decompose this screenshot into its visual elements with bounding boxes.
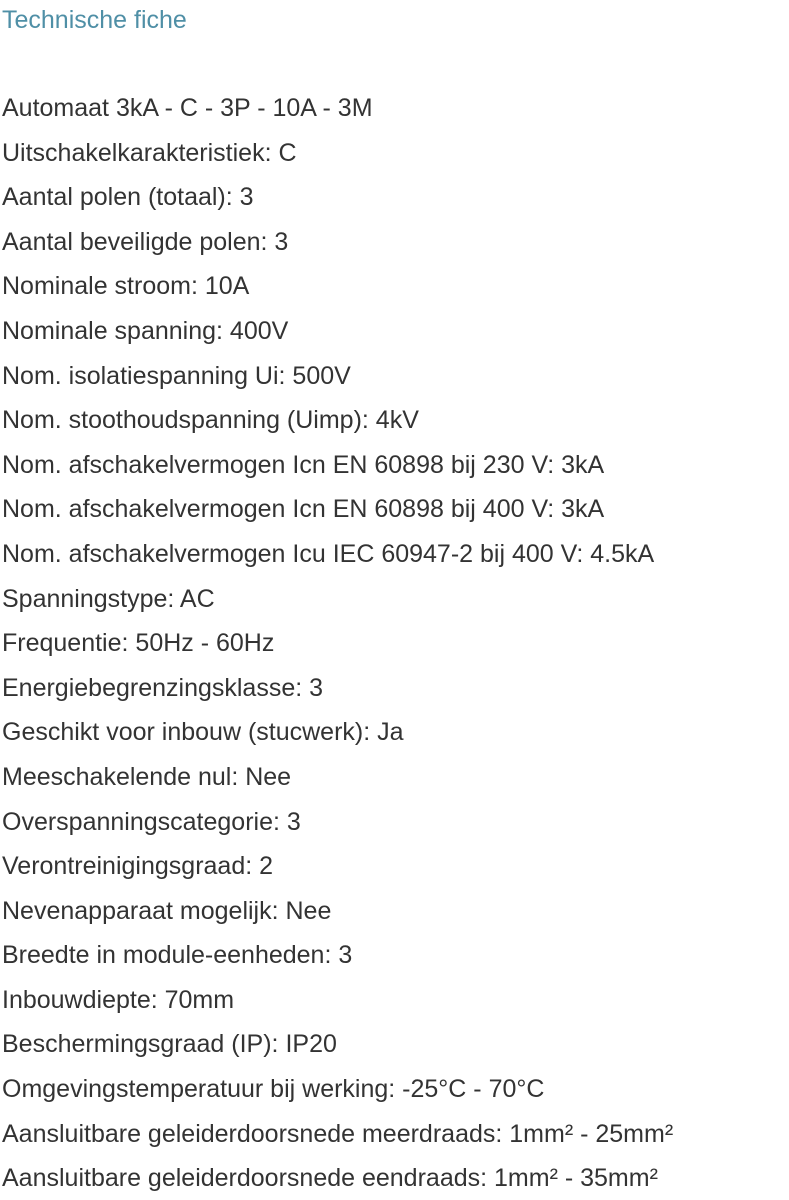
spec-list	[2, 88, 673, 1200]
spec-line: Nom. afschakelvermogen Icu IEC 60947-2 bij 400 V: 4.5kA	[2, 539, 655, 568]
spec-line: Uitschakelkarakteristiek: C	[2, 138, 297, 167]
spec-line: Aansluitbare geleiderdoorsnede eendraads: 1mm² - 35mm²	[2, 1164, 658, 1193]
spec-line: Nominale stroom: 10A	[2, 272, 250, 301]
spec-line: Aantal beveiligde polen: 3	[2, 227, 289, 256]
spec-line: Aansluitbare geleiderdoorsnede meerdraads: 1mm² - 25mm²	[2, 1119, 674, 1148]
spec-line: Beschermingsgraad (IP): IP20	[2, 1030, 337, 1059]
spec-line: Nom. afschakelvermogen Icn EN 60898 bij 400 V: 3kA	[2, 495, 605, 524]
spec-line: Breedte in module-eenheden: 3	[2, 941, 353, 970]
spec-line: Nominale spanning: 400V	[2, 316, 289, 345]
spec-line: Frequentie: 50Hz - 60Hz	[2, 629, 275, 658]
spec-line: Nevenapparaat mogelijk: Nee	[2, 896, 332, 925]
spec-line: Nom. stoothoudspanning (Uimp): 4kV	[2, 406, 419, 435]
spec-line: Spanningstype: AC	[2, 584, 215, 613]
spec-line: Nom. isolatiespanning Ui: 500V	[2, 361, 351, 390]
spec-line: Meeschakelende nul: Nee	[2, 762, 292, 791]
spec-line: Geschikt voor inbouw (stucwerk): Ja	[2, 718, 404, 747]
spec-line: Automaat 3kA - C - 3P - 10A - 3M	[2, 94, 373, 122]
spec-line: Inbouwdiepte: 70mm	[2, 985, 235, 1014]
spec-line: Nom. afschakelvermogen Icn EN 60898 bij 230 V: 3kA	[2, 450, 605, 479]
page-title: Technische fiche	[2, 6, 187, 34]
spec-line: Energiebegrenzingsklasse: 3	[2, 673, 324, 702]
spec-line: Overspanningscategorie: 3	[2, 807, 301, 836]
spec-line: Verontreinigingsgraad: 2	[2, 852, 274, 881]
spec-line: Omgevingstemperatuur bij werking: -25°C - 70°C	[2, 1075, 545, 1104]
spec-line: Aantal polen (totaal): 3	[2, 183, 254, 212]
